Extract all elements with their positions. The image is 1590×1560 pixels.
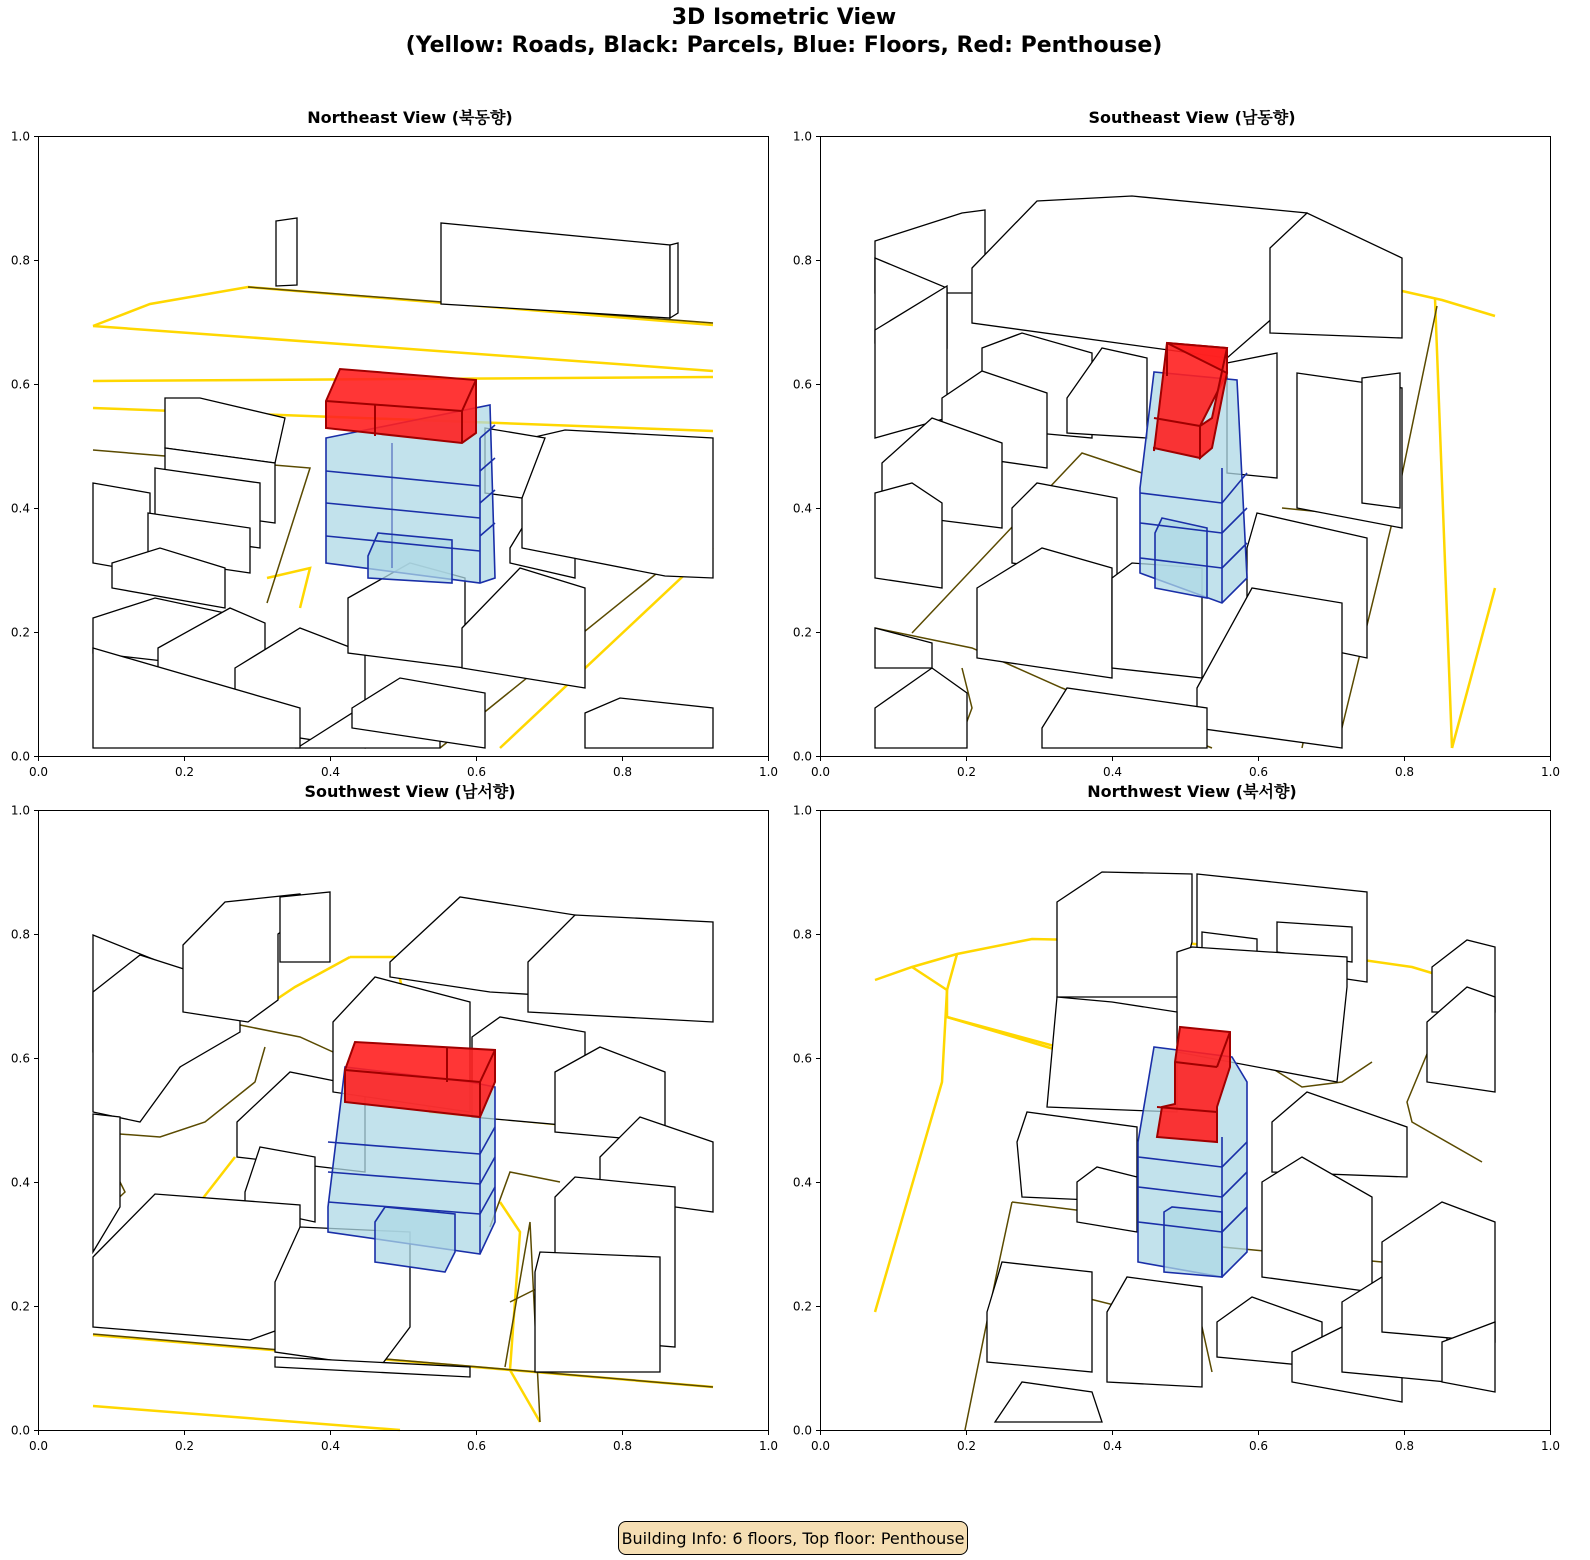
penthouse — [326, 369, 476, 443]
x-tick-label: 0.2 — [174, 1439, 195, 1453]
x-tick-label: 1.0 — [758, 765, 779, 779]
panel-plot — [0, 782, 780, 1462]
x-tick-label: 0.4 — [1102, 765, 1123, 779]
y-tick-label: 0.0 — [10, 749, 30, 764]
building-info-box: Building Info: 6 floors, Top floor: Penthouse — [618, 1521, 968, 1555]
figure-title — [0, 4, 1568, 60]
y-axis-ticks — [793, 130, 821, 764]
x-tick-label: 0.8 — [1394, 1439, 1415, 1453]
panel-title: Southeast View (남동향) — [1088, 108, 1296, 127]
panel-northeast — [0, 108, 779, 779]
x-tick-label: 0.6 — [466, 1439, 487, 1453]
x-tick-label: 0.8 — [612, 765, 633, 779]
x-tick-label: 0.6 — [1248, 765, 1269, 779]
panel-title: Northeast View (북동향) — [307, 108, 513, 127]
y-tick-label: 0.6 — [792, 377, 812, 392]
panel-southwest — [0, 782, 779, 1453]
y-tick-label: 1.0 — [10, 129, 30, 144]
y-tick-label: 0.8 — [792, 927, 812, 942]
y-axis-ticks — [793, 804, 821, 1438]
x-axis-ticks — [29, 757, 778, 780]
x-tick-label: 0.4 — [320, 765, 341, 779]
y-tick-label: 0.4 — [792, 1175, 812, 1190]
x-axis-ticks — [811, 1431, 1560, 1454]
y-tick-label: 0.6 — [10, 1051, 30, 1066]
y-tick-label: 0.0 — [10, 1423, 30, 1438]
panel-plot — [782, 108, 1562, 788]
y-tick-label: 0.2 — [792, 1299, 812, 1314]
y-tick-label: 0.2 — [10, 1299, 30, 1314]
y-tick-label: 1.0 — [10, 803, 30, 818]
x-tick-label: 0.4 — [320, 1439, 341, 1453]
y-tick-label: 0.6 — [792, 1051, 812, 1066]
x-tick-label: 0.8 — [1394, 765, 1415, 779]
x-tick-label: 0.2 — [174, 765, 195, 779]
panel-northwest — [782, 782, 1561, 1453]
x-tick-label: 1.0 — [1540, 765, 1561, 779]
panel-plot — [0, 108, 780, 788]
panel-title: Northwest View (북서향) — [1087, 782, 1297, 801]
y-axis-ticks — [11, 130, 39, 764]
y-axis-ticks — [11, 804, 39, 1438]
y-tick-label: 0.8 — [10, 927, 30, 942]
y-tick-label: 0.0 — [792, 749, 812, 764]
y-tick-label: 0.4 — [10, 501, 30, 516]
y-tick-label: 0.6 — [10, 377, 30, 392]
x-tick-label: 0.0 — [810, 765, 831, 779]
y-tick-label: 1.0 — [792, 129, 812, 144]
y-tick-label: 0.4 — [10, 1175, 30, 1190]
figure-title-line2: (Yellow: Roads, Black: Parcels, Blue: Floors, Red: Penthouse) — [405, 33, 1163, 58]
x-axis-ticks — [811, 757, 1560, 780]
y-tick-label: 1.0 — [792, 803, 812, 818]
y-tick-label: 0.4 — [792, 501, 812, 516]
y-tick-label: 0.0 — [792, 1423, 812, 1438]
panel-plot — [782, 782, 1562, 1462]
x-tick-label: 1.0 — [1540, 1439, 1561, 1453]
x-tick-label: 0.0 — [28, 765, 49, 779]
road-lines — [1402, 291, 1495, 748]
x-tick-label: 0.2 — [956, 765, 977, 779]
x-tick-label: 0.4 — [1102, 1439, 1123, 1453]
x-tick-label: 0.6 — [466, 765, 487, 779]
x-tick-label: 0.8 — [612, 1439, 633, 1453]
x-tick-label: 0.2 — [956, 1439, 977, 1453]
panel-title: Southwest View (남서향) — [304, 782, 516, 801]
panel-southeast — [782, 108, 1561, 779]
y-tick-label: 0.2 — [792, 625, 812, 640]
figure-title-line1: 3D Isometric View — [671, 5, 897, 30]
x-tick-label: 0.0 — [28, 1439, 49, 1453]
y-tick-label: 0.8 — [792, 253, 812, 268]
x-tick-label: 0.6 — [1248, 1439, 1269, 1453]
x-tick-label: 1.0 — [758, 1439, 779, 1453]
y-tick-label: 0.8 — [10, 253, 30, 268]
y-tick-label: 0.2 — [10, 625, 30, 640]
x-tick-label: 0.0 — [810, 1439, 831, 1453]
x-axis-ticks — [29, 1431, 778, 1454]
